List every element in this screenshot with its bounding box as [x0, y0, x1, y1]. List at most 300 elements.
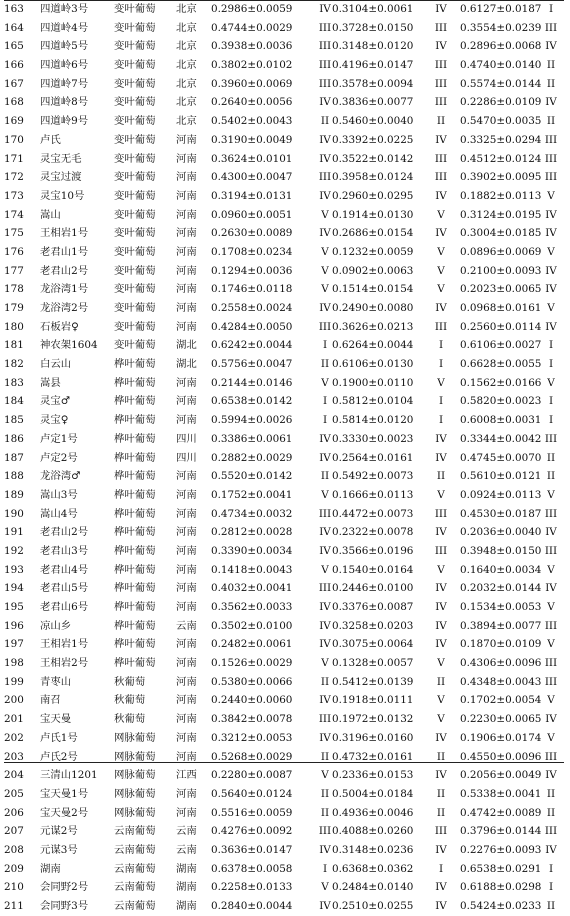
row-number-cell: 167: [4, 77, 24, 90]
value-3-cell: 0.3894±0.0077: [460, 619, 542, 632]
grade-2-cell: I: [438, 414, 444, 427]
table-row: [4, 710, 566, 729]
accession-name-cell: 老君山3号: [40, 544, 89, 557]
table-row: [4, 0, 566, 19]
origin-cell: 河南: [176, 302, 197, 314]
accession-name-cell: 老君山2号: [40, 526, 89, 539]
table-row: [4, 766, 566, 785]
grade-3-cell: III: [544, 619, 558, 632]
row-number-cell: 196: [4, 619, 24, 632]
value-3-cell: 0.5470±0.0035: [460, 115, 542, 128]
origin-cell: 四川: [176, 432, 197, 445]
grade-3-cell: I: [548, 3, 554, 15]
accession-name-cell: 老君山6号: [40, 601, 89, 613]
grade-2-cell: I: [438, 862, 444, 875]
grade-1-cell: IV: [319, 900, 331, 912]
value-3-cell: 0.2230±0.0065: [460, 713, 542, 726]
grade-3-cell: IV: [545, 769, 557, 782]
origin-cell: 河南: [176, 526, 197, 539]
origin-cell: 河南: [176, 806, 197, 819]
grade-2-cell: V: [437, 694, 445, 707]
origin-cell: 河南: [176, 152, 197, 165]
grade-1-cell: II: [320, 750, 330, 763]
table-bottom-rule: [4, 762, 564, 763]
value-3-cell: 0.4740±0.0140: [460, 59, 542, 72]
row-number-cell: 185: [4, 414, 24, 427]
species-cell: 变叶葡萄: [114, 171, 156, 184]
table-row: [4, 112, 566, 131]
value-1-cell: 0.4734±0.0032: [211, 507, 293, 520]
value-2-cell: 0.5814±0.0120: [332, 414, 414, 427]
value-2-cell: 0.3566±0.0196: [332, 544, 414, 557]
table-row: [4, 318, 566, 337]
grade-2-cell: IV: [435, 881, 447, 894]
grade-3-cell: I: [548, 881, 554, 894]
grade-2-cell: V: [437, 245, 445, 258]
grade-1-cell: V: [321, 283, 329, 296]
value-3-cell: 0.2032±0.0144: [460, 582, 542, 595]
origin-cell: 河南: [176, 264, 197, 277]
accession-name-cell: 卢定1号: [40, 432, 78, 445]
origin-cell: 河南: [176, 376, 197, 389]
species-cell: 变叶葡萄: [114, 21, 156, 34]
value-2-cell: 0.1232±0.0059: [332, 245, 414, 258]
grade-3-cell: IV: [545, 320, 557, 333]
value-2-cell: 0.2960±0.0295: [332, 189, 414, 202]
row-number-cell: 193: [4, 563, 24, 576]
grade-1-cell: III: [318, 40, 332, 53]
value-3-cell: 0.3948±0.0150: [460, 544, 542, 557]
value-1-cell: 0.2882±0.0029: [211, 451, 293, 464]
grade-2-cell: IV: [435, 582, 447, 595]
row-number-cell: 190: [4, 507, 24, 520]
species-cell: 云南葡萄: [114, 862, 156, 875]
grade-1-cell: V: [321, 769, 329, 782]
value-3-cell: 0.0896±0.0069: [460, 245, 542, 258]
species-cell: 桦叶葡萄: [114, 432, 156, 445]
grade-1-cell: I: [322, 862, 328, 875]
accession-name-cell: 石板岩♀: [40, 320, 79, 333]
grade-1-cell: IV: [319, 526, 331, 539]
origin-cell: 河南: [176, 245, 197, 258]
accession-name-cell: 龙浴湾♂: [40, 470, 81, 483]
row-number-cell: 192: [4, 544, 24, 557]
grade-2-cell: V: [437, 563, 445, 576]
value-2-cell: 0.0902±0.0063: [332, 264, 414, 277]
table-row: [4, 411, 566, 430]
grade-3-cell: III: [544, 544, 558, 557]
grade-2-cell: II: [436, 806, 446, 819]
value-1-cell: 0.5640±0.0124: [211, 787, 293, 800]
species-cell: 云南葡萄: [114, 881, 156, 894]
table-row: [4, 449, 566, 468]
table-row: [4, 430, 566, 449]
species-cell: 变叶葡萄: [114, 264, 156, 277]
accession-name-cell: 四道岭9号: [40, 115, 89, 128]
value-3-cell: 0.1870±0.0109: [460, 638, 542, 651]
value-2-cell: 0.3728±0.0150: [332, 21, 414, 34]
table-row: [4, 822, 566, 841]
row-number-cell: 191: [4, 526, 24, 539]
grade-2-cell: III: [434, 507, 448, 520]
accession-name-cell: 四道岭4号: [40, 21, 89, 34]
table-row: [4, 486, 566, 505]
row-number-cell: 174: [4, 208, 24, 221]
value-3-cell: 0.5574±0.0144: [460, 77, 542, 90]
accession-name-cell: 王相岩1号: [40, 227, 89, 240]
row-number-cell: 173: [4, 189, 24, 202]
value-3-cell: 0.2560±0.0114: [460, 320, 542, 333]
value-2-cell: 0.6368±0.0362: [332, 862, 414, 875]
accession-name-cell: 王相岩1号: [40, 638, 89, 651]
accession-name-cell: 元谋2号: [40, 825, 78, 838]
value-3-cell: 0.1640±0.0034: [460, 563, 542, 576]
accession-name-cell: 灵宝过渡: [40, 171, 82, 184]
grade-2-cell: V: [437, 713, 445, 726]
grade-1-cell: IV: [319, 133, 331, 146]
value-1-cell: 0.2986±0.0059: [211, 3, 293, 15]
grade-1-cell: I: [322, 395, 328, 408]
grade-2-cell: I: [438, 339, 444, 352]
value-2-cell: 0.2446±0.0100: [332, 582, 414, 595]
grade-1-cell: II: [320, 675, 330, 688]
grade-3-cell: V: [547, 245, 555, 258]
value-1-cell: 0.5516±0.0059: [211, 806, 293, 819]
grade-1-cell: IV: [319, 227, 331, 240]
table-row: [4, 206, 566, 225]
grade-2-cell: IV: [435, 432, 447, 445]
species-cell: 桦叶葡萄: [114, 638, 156, 651]
row-number-cell: 202: [4, 731, 24, 744]
row-number-cell: 169: [4, 115, 24, 128]
species-cell: 变叶葡萄: [114, 227, 156, 240]
species-cell: 桦叶葡萄: [114, 544, 156, 557]
grade-3-cell: III: [544, 171, 558, 184]
row-number-cell: 201: [4, 713, 24, 726]
grade-1-cell: IV: [319, 843, 331, 856]
row-number-cell: 203: [4, 750, 24, 763]
grade-1-cell: II: [320, 806, 330, 819]
row-number-cell: 200: [4, 694, 24, 707]
value-3-cell: 0.2276±0.0093: [460, 843, 542, 856]
value-1-cell: 0.2558±0.0024: [211, 302, 293, 314]
value-1-cell: 0.2482±0.0061: [211, 638, 293, 651]
grade-3-cell: V: [547, 563, 555, 576]
value-2-cell: 0.3836±0.0077: [332, 96, 414, 109]
grade-3-cell: III: [544, 675, 558, 688]
value-1-cell: 0.3194±0.0131: [211, 189, 293, 202]
origin-cell: 河南: [176, 189, 197, 202]
value-1-cell: 0.3386±0.0061: [211, 432, 293, 445]
grade-2-cell: IV: [435, 731, 447, 744]
value-2-cell: 0.1914±0.0130: [332, 208, 414, 221]
grade-3-cell: IV: [545, 283, 557, 296]
table-row: [4, 654, 566, 673]
accession-name-cell: 嵩山: [40, 208, 61, 221]
grade-2-cell: V: [437, 208, 445, 221]
species-cell: 变叶葡萄: [114, 208, 156, 221]
row-number-cell: 181: [4, 339, 24, 352]
grade-1-cell: V: [321, 208, 329, 221]
species-cell: 桦叶葡萄: [114, 507, 156, 520]
value-3-cell: 0.3796±0.0144: [460, 825, 542, 838]
grade-1-cell: III: [318, 713, 332, 726]
value-1-cell: 0.3562±0.0033: [211, 601, 293, 613]
row-number-cell: 187: [4, 451, 24, 464]
value-3-cell: 0.4348±0.0043: [460, 675, 542, 688]
value-2-cell: 0.1328±0.0057: [332, 657, 414, 670]
value-1-cell: 0.6242±0.0044: [211, 339, 293, 352]
origin-cell: 北京: [176, 59, 197, 72]
accession-name-cell: 四道岭6号: [40, 59, 89, 72]
grade-1-cell: II: [320, 470, 330, 483]
grade-3-cell: II: [546, 451, 556, 464]
species-cell: 网脉葡萄: [114, 806, 156, 819]
table-row: [4, 579, 566, 598]
species-cell: 变叶葡萄: [114, 283, 156, 296]
value-1-cell: 0.3624±0.0101: [211, 152, 293, 165]
value-1-cell: 0.3636±0.0147: [211, 843, 293, 856]
value-2-cell: 0.3958±0.0124: [332, 171, 414, 184]
species-cell: 变叶葡萄: [114, 77, 156, 90]
table-row: [4, 785, 566, 804]
value-2-cell: 0.2490±0.0080: [332, 302, 414, 314]
value-3-cell: 0.1534±0.0053: [460, 601, 542, 613]
table-row: [4, 336, 566, 355]
grade-3-cell: III: [544, 432, 558, 445]
value-1-cell: 0.6538±0.0142: [211, 395, 293, 408]
grade-1-cell: IV: [319, 638, 331, 651]
species-cell: 变叶葡萄: [114, 245, 156, 258]
accession-name-cell: 南召: [40, 694, 61, 707]
grade-3-cell: I: [548, 414, 554, 427]
grade-2-cell: II: [436, 115, 446, 128]
value-2-cell: 0.4196±0.0147: [332, 59, 414, 72]
origin-cell: 河南: [176, 544, 197, 557]
species-cell: 桦叶葡萄: [114, 470, 156, 483]
species-cell: 桦叶葡萄: [114, 563, 156, 576]
species-cell: 桦叶葡萄: [114, 358, 156, 371]
table-row: [4, 93, 566, 112]
value-1-cell: 0.3938±0.0036: [211, 40, 293, 53]
value-1-cell: 0.4300±0.0047: [211, 171, 293, 184]
value-1-cell: 0.4276±0.0092: [211, 825, 293, 838]
grade-3-cell: V: [547, 601, 555, 613]
accession-name-cell: 老君山5号: [40, 582, 89, 595]
value-3-cell: 0.3004±0.0185: [460, 227, 542, 240]
species-cell: 云南葡萄: [114, 825, 156, 838]
origin-cell: 河南: [176, 657, 197, 670]
grade-3-cell: V: [547, 638, 555, 651]
species-cell: 变叶葡萄: [114, 3, 156, 15]
table-row: [4, 224, 566, 243]
accession-name-cell: 灵宝♂: [40, 395, 71, 408]
value-3-cell: 0.0968±0.0161: [460, 302, 542, 314]
species-cell: 桦叶葡萄: [114, 488, 156, 501]
grade-2-cell: IV: [435, 302, 447, 314]
row-number-cell: 176: [4, 245, 24, 258]
species-cell: 变叶葡萄: [114, 96, 156, 109]
grade-2-cell: IV: [435, 769, 447, 782]
grade-3-cell: I: [548, 339, 554, 352]
grade-2-cell: V: [437, 488, 445, 501]
grade-1-cell: V: [321, 264, 329, 277]
value-1-cell: 0.3802±0.0102: [211, 59, 293, 72]
value-3-cell: 0.4306±0.0096: [460, 657, 542, 670]
accession-name-cell: 老君山1号: [40, 245, 89, 258]
value-2-cell: 0.1972±0.0132: [332, 713, 414, 726]
grade-1-cell: V: [321, 881, 329, 894]
row-number-cell: 178: [4, 283, 24, 296]
origin-cell: 河南: [176, 414, 197, 427]
grade-1-cell: I: [322, 339, 328, 352]
table-row: [4, 187, 566, 206]
origin-cell: 湖南: [176, 881, 197, 894]
grade-1-cell: III: [318, 77, 332, 90]
value-1-cell: 0.1752±0.0041: [211, 488, 293, 501]
table-row: [4, 542, 566, 561]
value-2-cell: 0.2564±0.0161: [332, 451, 414, 464]
accession-name-cell: 会同野3号: [40, 900, 89, 912]
origin-cell: 河南: [176, 601, 197, 613]
grade-2-cell: III: [434, 544, 448, 557]
grade-3-cell: I: [548, 395, 554, 408]
grade-1-cell: IV: [319, 694, 331, 707]
origin-cell: 河南: [176, 731, 197, 744]
value-3-cell: 0.0924±0.0113: [460, 488, 542, 501]
value-3-cell: 0.6628±0.0055: [460, 358, 542, 371]
value-1-cell: 0.2440±0.0060: [211, 694, 293, 707]
accession-name-cell: 卢氏: [40, 133, 61, 146]
table-row: [4, 19, 566, 38]
row-number-cell: 211: [4, 900, 24, 912]
accession-name-cell: 四道岭5号: [40, 40, 89, 53]
species-cell: 云南葡萄: [114, 843, 156, 856]
row-number-cell: 198: [4, 657, 24, 670]
origin-cell: 河南: [176, 713, 197, 726]
accession-name-cell: 宝天曼2号: [40, 806, 89, 819]
row-number-cell: 175: [4, 227, 24, 240]
table-row: [4, 878, 566, 897]
grade-3-cell: V: [547, 376, 555, 389]
table-row: [4, 262, 566, 281]
row-number-cell: 204: [4, 769, 24, 782]
row-number-cell: 170: [4, 133, 24, 146]
origin-cell: 河南: [176, 470, 197, 483]
grade-2-cell: III: [434, 171, 448, 184]
species-cell: 变叶葡萄: [114, 339, 156, 352]
grade-2-cell: IV: [435, 3, 447, 15]
value-2-cell: 0.2484±0.0140: [332, 881, 414, 894]
origin-cell: 河南: [176, 563, 197, 576]
table-row: [4, 150, 566, 169]
grade-1-cell: II: [320, 787, 330, 800]
origin-cell: 北京: [176, 77, 197, 90]
origin-cell: 河南: [176, 171, 197, 184]
origin-cell: 河南: [176, 133, 197, 146]
value-2-cell: 0.3392±0.0225: [332, 133, 414, 146]
row-number-cell: 172: [4, 171, 24, 184]
row-number-cell: 194: [4, 582, 24, 595]
table-row: [4, 243, 566, 262]
grade-3-cell: IV: [545, 227, 557, 240]
table-row: [4, 355, 566, 374]
value-2-cell: 0.3330±0.0023: [332, 432, 414, 445]
value-3-cell: 0.2056±0.0049: [460, 769, 542, 782]
value-3-cell: 0.6106±0.0027: [460, 339, 542, 352]
accession-name-cell: 卢氏1号: [40, 731, 78, 744]
value-3-cell: 0.6538±0.0291: [460, 862, 542, 875]
value-2-cell: 0.3104±0.0061: [332, 3, 414, 15]
table-row: [4, 860, 566, 879]
origin-cell: 河南: [176, 638, 197, 651]
grade-1-cell: IV: [319, 451, 331, 464]
grade-3-cell: III: [544, 152, 558, 165]
species-cell: 网脉葡萄: [114, 731, 156, 744]
row-number-cell: 210: [4, 881, 24, 894]
accession-name-cell: 宝天曼: [40, 713, 72, 726]
value-3-cell: 0.2896±0.0068: [460, 40, 542, 53]
grade-1-cell: V: [321, 563, 329, 576]
row-number-cell: 184: [4, 395, 24, 408]
value-3-cell: 0.5424±0.0233: [460, 900, 542, 912]
species-cell: 变叶葡萄: [114, 320, 156, 333]
row-number-cell: 186: [4, 432, 24, 445]
origin-cell: 河南: [176, 582, 197, 595]
grade-2-cell: IV: [435, 619, 447, 632]
origin-cell: 河南: [176, 787, 197, 800]
grade-1-cell: III: [318, 825, 332, 838]
origin-cell: 河南: [176, 227, 197, 240]
value-1-cell: 0.1746±0.0118: [211, 283, 293, 296]
species-cell: 变叶葡萄: [114, 302, 156, 314]
value-1-cell: 0.5402±0.0043: [211, 115, 293, 128]
value-3-cell: 0.3554±0.0239: [460, 21, 542, 34]
table-row: [4, 131, 566, 150]
grade-2-cell: III: [434, 77, 448, 90]
grade-3-cell: IV: [545, 96, 557, 109]
species-cell: 网脉葡萄: [114, 769, 156, 782]
grade-2-cell: IV: [435, 843, 447, 856]
value-1-cell: 0.2258±0.0133: [211, 881, 293, 894]
grade-3-cell: IV: [545, 526, 557, 539]
value-3-cell: 0.1702±0.0054: [460, 694, 542, 707]
species-cell: 桦叶葡萄: [114, 619, 156, 632]
table-row: [4, 598, 566, 617]
grade-2-cell: V: [437, 376, 445, 389]
value-3-cell: 0.5338±0.0041: [460, 787, 542, 800]
row-number-cell: 182: [4, 358, 24, 371]
value-2-cell: 0.3626±0.0213: [332, 320, 414, 333]
grade-3-cell: IV: [545, 713, 557, 726]
origin-cell: 北京: [176, 96, 197, 109]
grade-2-cell: IV: [435, 451, 447, 464]
table-row: [4, 804, 566, 823]
value-3-cell: 0.6127±0.0187: [460, 3, 542, 15]
value-2-cell: 0.4936±0.0046: [332, 806, 414, 819]
grade-3-cell: II: [546, 115, 556, 128]
row-number-cell: 189: [4, 488, 24, 501]
value-2-cell: 0.3258±0.0203: [332, 619, 414, 632]
origin-cell: 四川: [176, 451, 197, 464]
table-row: [4, 729, 566, 748]
origin-cell: 河南: [176, 208, 197, 221]
value-3-cell: 0.1562±0.0166: [460, 376, 542, 389]
value-1-cell: 0.1418±0.0043: [211, 563, 293, 576]
grade-2-cell: IV: [435, 638, 447, 651]
value-1-cell: 0.3842±0.0078: [211, 713, 293, 726]
row-number-cell: 171: [4, 152, 24, 165]
